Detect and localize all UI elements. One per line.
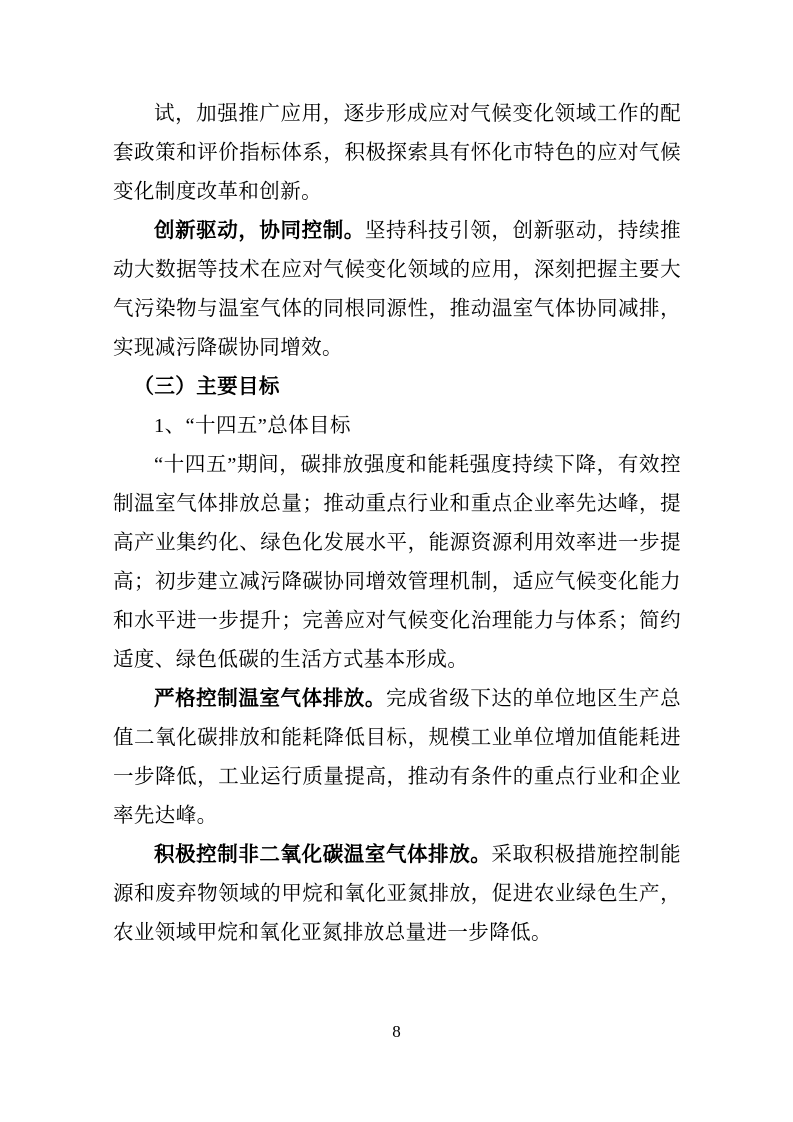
paragraph-text: 采取积极措施控制能源和废弃物领域的甲烷和氧化亚氮排放，促进农业绿色生产，农业领域甲烷和氧化亚氮排放总量进一步降低。 <box>113 844 681 944</box>
paragraph-lead-label: 创新驱动，协同控制。 <box>154 220 365 242</box>
paragraph-text: 完成省级下达的单位地区生产总值二氧化碳排放和能耗降低目标，规模工业单位增加值能耗进一步降低，工业运行质量提高，推动有条件的重点行业和企业率先达峰。 <box>113 688 681 827</box>
page-number: 8 <box>392 1022 401 1041</box>
paragraph-innovation-driven <box>113 212 681 368</box>
paragraph-overall-goals <box>113 446 681 680</box>
page-content <box>113 95 681 953</box>
paragraph-non-co2-control <box>113 836 681 953</box>
paragraph-text: 试，加强推广应用，逐步形成应对气候变化领域工作的配套政策和评价指标体系，积极探索具有怀化市特色的应对气候变化制度改革和创新。 <box>113 103 681 203</box>
section-heading-text: （三）主要目标 <box>133 376 280 398</box>
paragraph-text: 坚持科技引领，创新驱动，持续推动大数据等技术在应对气候变化领域的应用，深刻把握主要大气污染物与温室气体的同根同源性，推动温室气体协同减排，实现减污降碳协同增效。 <box>113 220 681 359</box>
subsection-heading-text: 1、“十四五”总体目标 <box>154 415 351 437</box>
paragraph-lead-label: 积极控制非二氧化碳温室气体排放。 <box>154 844 492 866</box>
paragraph-strict-ghg-control <box>113 680 681 836</box>
paragraph-lead-label: 严格控制温室气体排放。 <box>154 688 386 710</box>
subsection-heading-14th-five-year <box>113 407 681 446</box>
paragraph-text: “十四五”期间，碳排放强度和能耗强度持续下降，有效控制温室气体排放总量；推动重点行业和重点企业率先达峰，提高产业集约化、绿色化发展水平，能源资源利用效率进一步提高；初步建立减污降碳协同增效管理机制，适应气候变化能力和水平进一步提升；完善应对气候变化治理能力与体系；简约适度、绿色低碳的生活方式基本形成。 <box>113 454 681 671</box>
section-heading-main-goals <box>113 368 681 407</box>
paragraph-continuation <box>113 95 681 212</box>
